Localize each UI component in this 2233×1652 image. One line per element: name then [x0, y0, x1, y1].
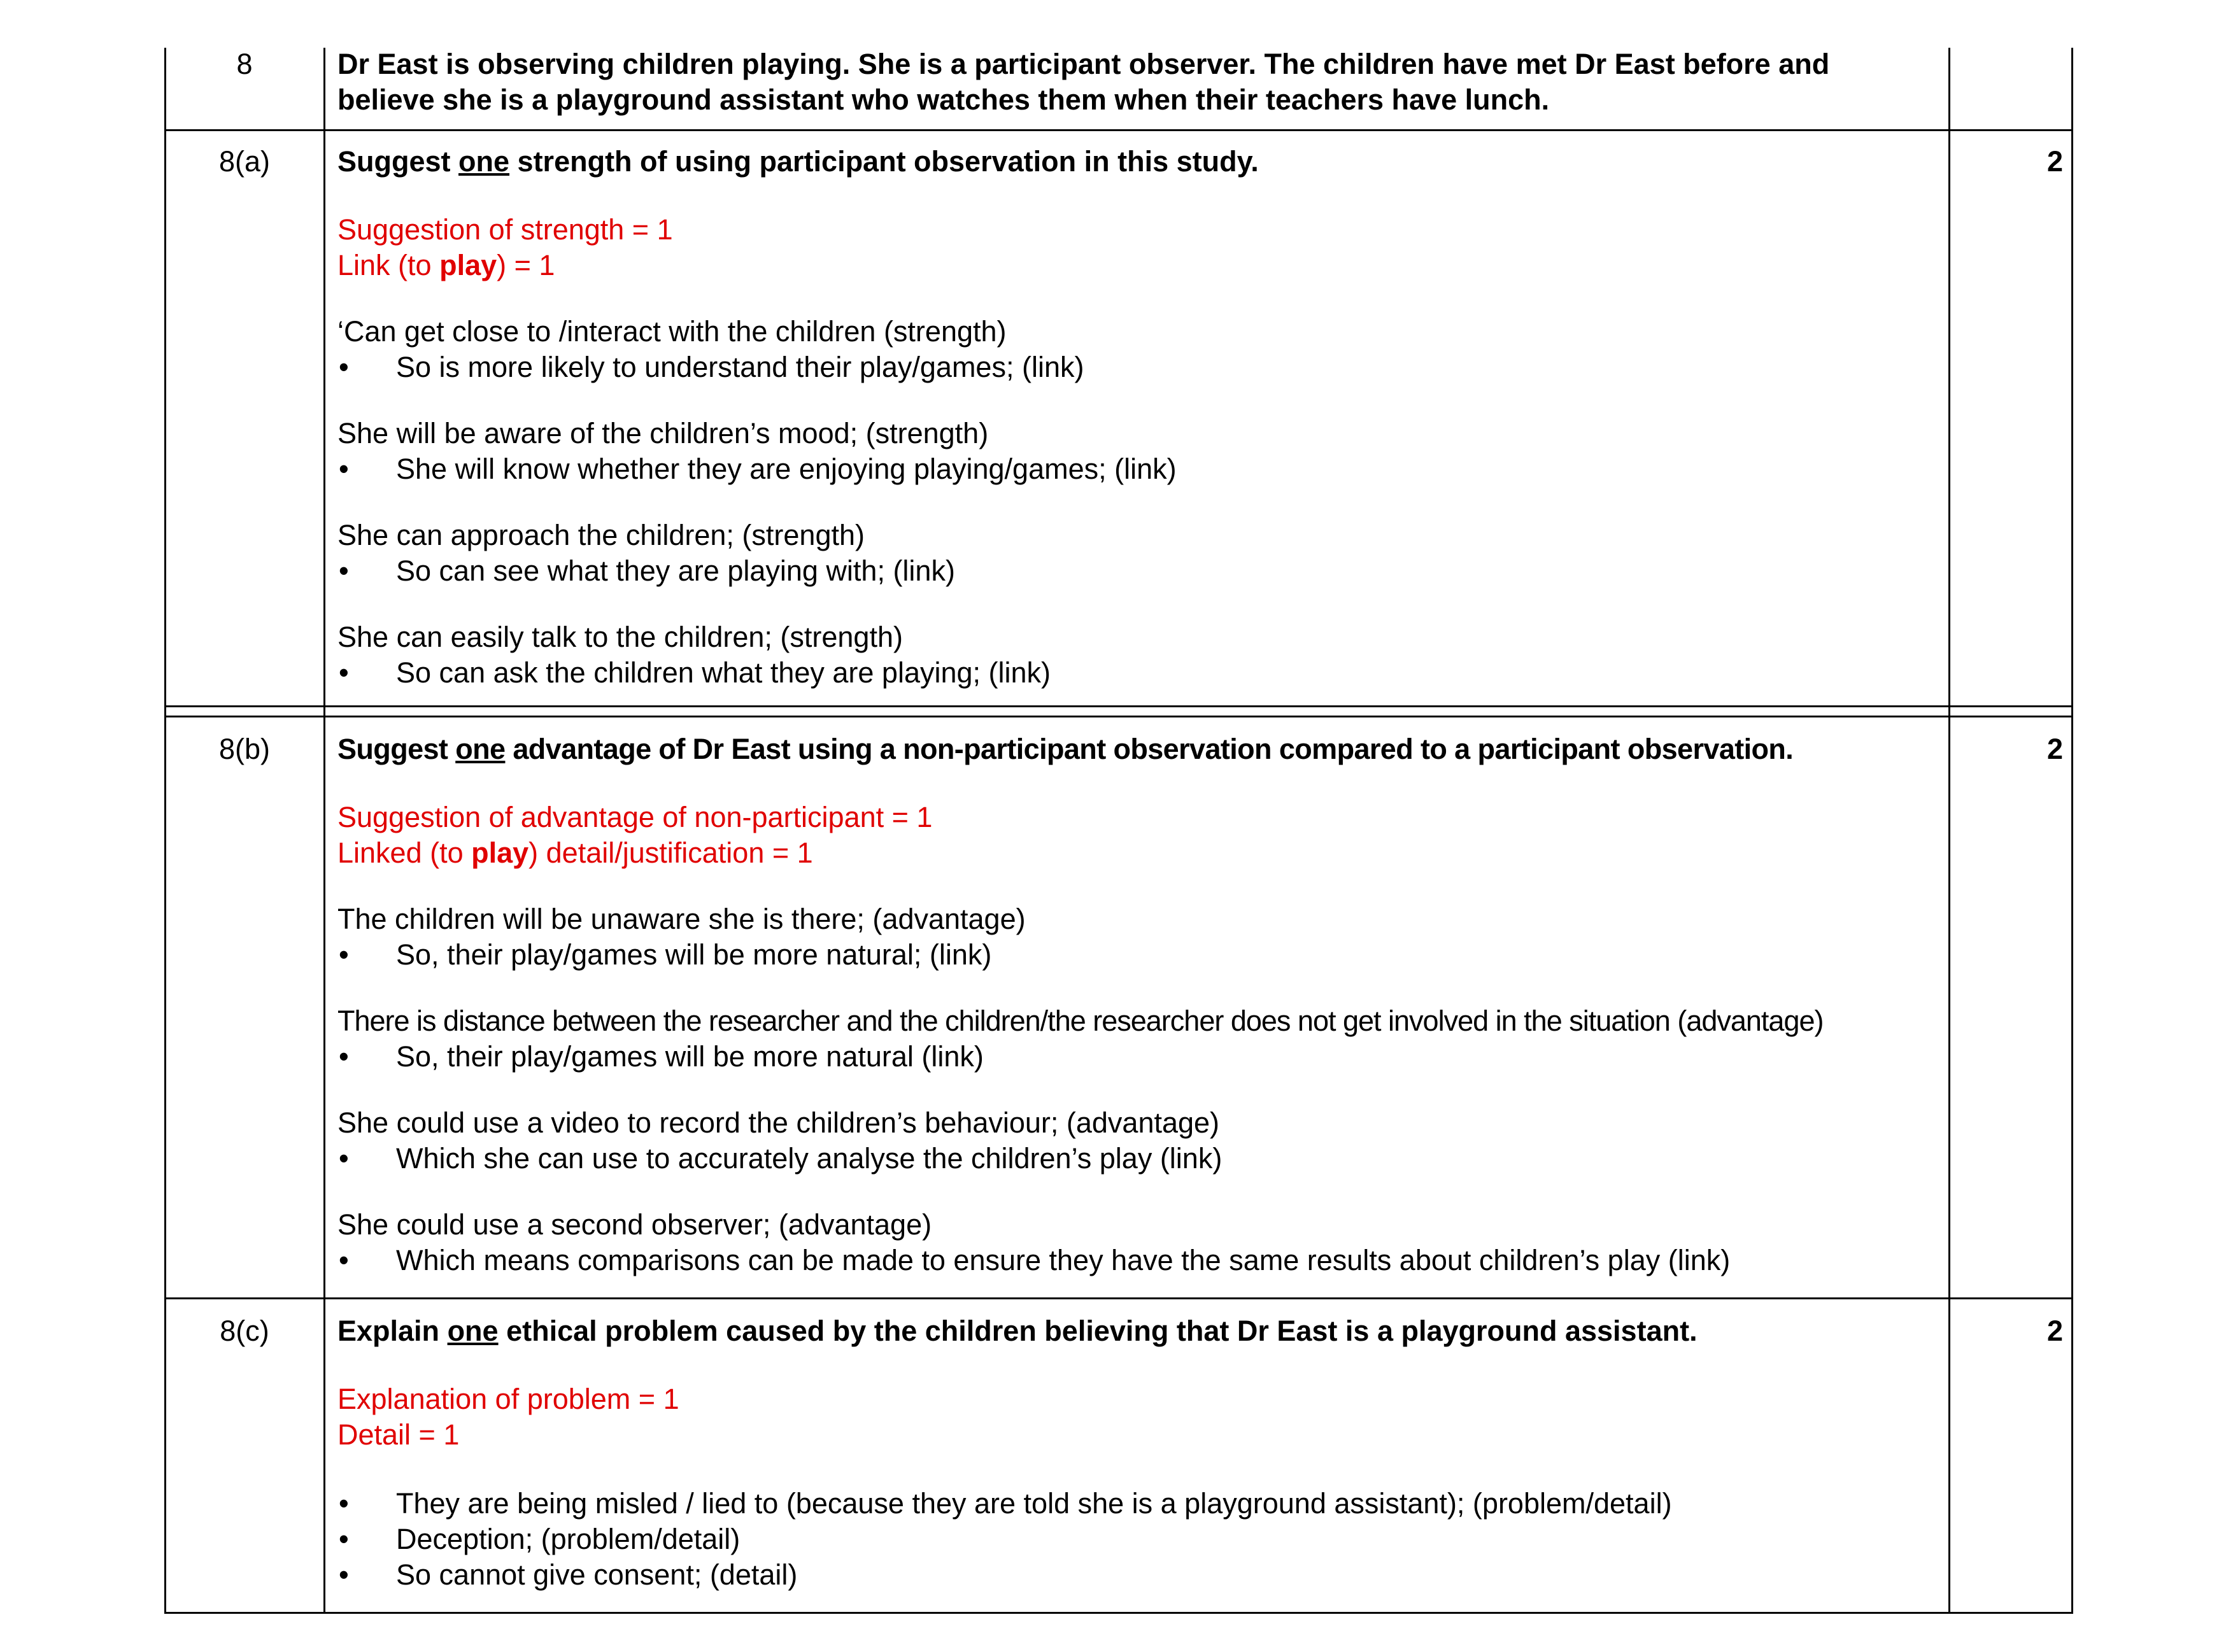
question-number: 8(a) — [218, 145, 271, 178]
bullet-text: Which means comparisons can be made to ensure they have the same results about children’s play (link) — [396, 1244, 1731, 1276]
answer-point — [337, 901, 1948, 973]
answer-section-8c — [337, 1313, 1948, 1593]
answer-point-bullet — [337, 349, 1948, 385]
question-stem-line: believe she is a playground assistant who watches them when their teachers have lunch. — [337, 83, 1550, 116]
question-text — [337, 144, 1948, 180]
answer-point-main: She will be aware of the children’s mood; (strength) — [337, 417, 989, 449]
marks-value: 2 — [2046, 733, 2063, 765]
answer-point-bullet — [337, 451, 1948, 487]
bullet-text: So can ask the children what they are playing; (link) — [396, 656, 1051, 689]
question-text-part: Suggest — [337, 145, 459, 178]
question-text-part: ethical problem caused by the children believing that Dr East is a playground assistant. — [498, 1315, 1698, 1347]
question-text-underlined: one — [447, 1315, 499, 1347]
bullet-icon: • — [339, 453, 349, 485]
bullet-text: Which she can use to accurately analyse the children’s play (link) — [396, 1142, 1223, 1175]
scheme-criterion: Explanation of problem = 1 — [337, 1383, 679, 1415]
answer-point — [337, 314, 1948, 385]
question-text-part: strength of using participant observation in this study. — [509, 145, 1259, 178]
question-text-part: advantage of Dr East using a non-participant observation compared to a participant observation. — [505, 733, 1794, 765]
bullet-icon: • — [339, 351, 349, 383]
bullet-icon: • — [339, 656, 349, 689]
bullet-text: So is more likely to understand their play/games; (link) — [396, 351, 1084, 383]
answer-point-main: She could use a video to record the children’s behaviour; (advantage) — [337, 1106, 1220, 1139]
answer-bullet — [337, 1521, 1948, 1557]
bullet-icon: • — [339, 1040, 349, 1073]
scheme-criterion: Suggestion of advantage of non-participant = 1 — [337, 801, 933, 833]
question-text — [337, 1313, 1948, 1349]
bullet-icon: • — [339, 1244, 349, 1276]
bullet-icon: • — [339, 1487, 349, 1520]
scheme-criterion — [337, 248, 1948, 283]
bullet-text: Deception; (problem/detail) — [396, 1523, 741, 1555]
answer-point-bullet — [337, 655, 1948, 691]
question-number: 8 — [236, 48, 253, 80]
answer-bullet — [337, 1557, 1948, 1593]
bullet-text: So, their play/games will be more natural (link) — [396, 1040, 984, 1073]
answer-section-8b — [337, 731, 1948, 1278]
question-number: 8(b) — [218, 733, 271, 765]
row-divider — [164, 716, 2073, 717]
answer-point — [337, 619, 1948, 691]
scheme-text: Linked (to — [337, 837, 472, 869]
bullet-icon: • — [339, 1142, 349, 1175]
table-left-border — [164, 48, 166, 1614]
answer-point — [337, 518, 1948, 589]
answer-point-main: She can easily talk to the children; (strength) — [337, 621, 903, 653]
bullet-icon: • — [339, 1523, 349, 1555]
answer-point — [337, 1105, 1948, 1176]
bullet-text: So cannot give consent; (detail) — [396, 1558, 798, 1591]
table-right-border — [2071, 48, 2073, 1614]
answer-point-bullet — [337, 1141, 1948, 1176]
answer-point-main: The children will be unaware she is there; (advantage) — [337, 903, 1026, 935]
answer-section-8a — [337, 144, 1948, 691]
answer-point-main: There is distance between the researcher and the children/the researcher does not get involved in the situation (advantage) — [337, 1005, 1824, 1037]
answer-point-bullet — [337, 1243, 1948, 1278]
question-text-part: Explain — [337, 1315, 448, 1347]
answer-point — [337, 416, 1948, 487]
scheme-text: Link (to — [337, 249, 440, 281]
answer-bullet — [337, 1486, 1948, 1521]
bullet-icon: • — [339, 938, 349, 971]
table-bottom-border — [164, 1612, 2073, 1614]
column-divider-1 — [323, 48, 325, 1614]
scheme-criterion: Detail = 1 — [337, 1418, 460, 1451]
row-divider — [164, 1297, 2073, 1299]
row-divider — [164, 129, 2073, 131]
question-number: 8(c) — [220, 1315, 269, 1347]
marks-value: 2 — [2046, 145, 2063, 178]
marks-value: 2 — [2046, 1315, 2063, 1347]
scheme-text: ) detail/justification = 1 — [528, 837, 813, 869]
question-stem-line: Dr East is observing children playing. She is a participant observer. The children have met Dr East before and — [337, 48, 1830, 80]
scheme-criterion — [337, 835, 1948, 871]
bullet-text: So, their play/games will be more natural; (link) — [396, 938, 992, 971]
row-divider — [164, 705, 2073, 707]
bullet-icon: • — [339, 554, 349, 587]
question-text — [337, 731, 1948, 767]
scheme-text: ) = 1 — [497, 249, 555, 281]
question-text-part: Suggest — [337, 733, 456, 765]
answer-point-main: She can approach the children; (strength) — [337, 519, 865, 551]
column-divider-2 — [1948, 48, 1950, 1614]
bullet-text: So can see what they are playing with; (link) — [396, 554, 955, 587]
answer-point — [337, 1003, 1948, 1075]
answer-point-main: She could use a second observer; (advantage) — [337, 1208, 932, 1241]
scheme-criterion: Suggestion of strength = 1 — [337, 213, 673, 246]
answer-point-bullet — [337, 553, 1948, 589]
bullet-icon: • — [339, 1558, 349, 1591]
bullet-text: She will know whether they are enjoying playing/games; (link) — [396, 453, 1177, 485]
scheme-keyword: play — [439, 249, 497, 281]
scheme-keyword: play — [471, 837, 529, 869]
answer-point-bullet — [337, 1039, 1948, 1075]
question-text-underlined: one — [458, 145, 510, 178]
answer-point-bullet — [337, 937, 1948, 973]
answer-point — [337, 1207, 1948, 1278]
bullet-text: They are being misled / lied to (because they are told she is a playground assistant); (problem/detail) — [396, 1487, 1672, 1520]
question-stem — [337, 46, 1948, 118]
question-text-underlined: one — [455, 733, 506, 765]
answer-point-main: ‘Can get close to /interact with the children (strength) — [337, 315, 1007, 348]
